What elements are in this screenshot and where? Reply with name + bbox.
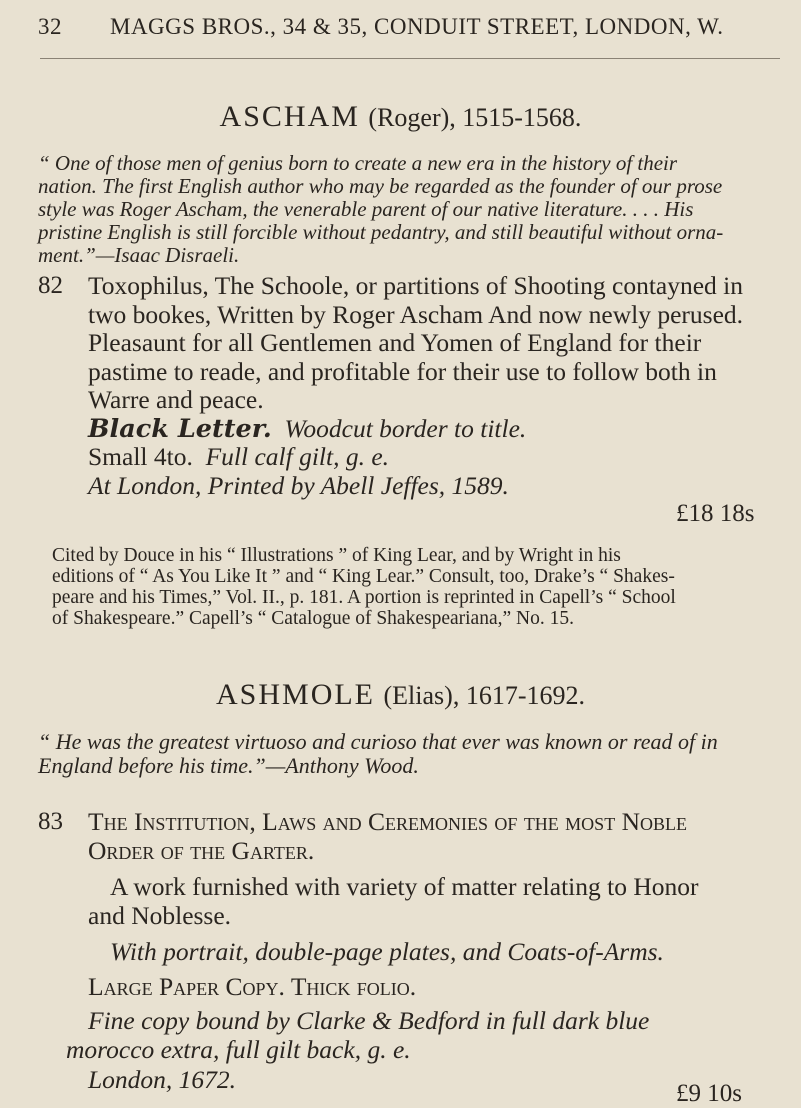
page-header <box>38 14 778 40</box>
title-line: Pleasaunt for all Gentlemen and Yomen of England for their <box>88 328 702 357</box>
price-83: £9 10s <box>676 1080 742 1107</box>
bibliographic-note-82 <box>52 545 780 629</box>
quote-line: style was Roger Ascham, the venerable parent of our native literature. . . . His <box>38 197 694 221</box>
header-rule <box>40 58 780 59</box>
title-line: Warre and peace. <box>88 385 264 414</box>
page-number: 32 <box>38 14 62 39</box>
title-line: two bookes, Written by Roger Ascham And now newly perused. <box>88 299 744 329</box>
lot-number-82: 82 <box>38 272 63 299</box>
lot-description-83 <box>66 807 778 1095</box>
description-line: A work furnished with variety of matter relating to Honor <box>110 872 699 901</box>
title-line: pastime to reade, and profitable for their use to follow both in <box>88 356 717 386</box>
imprint: At London, Printed by Abell Jeffes, 1589. <box>88 470 509 500</box>
lot-number-83: 83 <box>38 808 63 835</box>
price-82: £18 18s <box>676 500 755 527</box>
imprint: London, 1672. <box>88 1065 237 1094</box>
lot-description-82 <box>88 272 778 500</box>
quote-line: England before his time.”—Anthony Wood. <box>38 753 419 778</box>
quote-line: “ One of those men of genius born to create a new era in the history of their <box>38 151 678 175</box>
note-line: peare and his Times,” Vol. II., p. 181. A portion is reprinted in Capell’s “ School <box>52 587 676 608</box>
author-heading-ashmole <box>0 678 801 712</box>
quote-line: pristine English is still forcible without pedantry, and still beautiful without orna- <box>38 220 724 244</box>
binding-line: Fine copy bound by Clarke & Bedford in full dark blue <box>88 1006 650 1035</box>
author-dates: (Elias), 1617-1692. <box>383 681 585 710</box>
note-line: editions of “ As You Like It ” and “ King Lear.” Consult, too, Drake’s “ Shakes- <box>52 566 675 587</box>
author-quote-ashmole <box>38 730 778 778</box>
format: Small 4to. <box>88 442 193 471</box>
note-line: of Shakespeare.” Capell’s “ Catalogue of Shakespeariana,” No. 15. <box>52 608 574 629</box>
author-quote-ascham <box>38 152 778 267</box>
author-surname: ASHMOLE <box>216 678 376 711</box>
title-line: Toxophilus, The Schoole, or partitions of Shooting contayned in <box>88 271 744 300</box>
header-title: MAGGS BROS., 34 & 35, CONDUIT STREET, LONDON, W. <box>110 14 724 39</box>
title-line: The Institution, Laws and Ceremonies of the most Noble <box>88 807 687 836</box>
author-dates: (Roger), 1515-1568. <box>368 103 582 132</box>
format: Large Paper Copy. Thick folio. <box>88 971 417 1001</box>
description-line: and Noblesse. <box>88 900 232 930</box>
binding-line: morocco extra, full gilt back, g. e. <box>66 1034 411 1064</box>
quote-line: nation. The first English author who may be regarded as the founder of our prose <box>38 174 723 198</box>
author-heading-ascham <box>0 100 801 134</box>
title-line: Order of the Garter. <box>88 835 315 865</box>
black-letter-label: Black Letter. <box>88 413 272 444</box>
illustration-note: Woodcut border to title. <box>284 413 527 443</box>
author-surname: ASCHAM <box>219 100 360 133</box>
illustration-note: With portrait, double-page plates, and Coats-of-Arms. <box>110 937 664 966</box>
note-line: Cited by Douce in his “ Illustrations ” of King Lear, and by Wright in his <box>52 545 621 566</box>
quote-line: ment.”—Isaac Disraeli. <box>38 243 240 267</box>
binding: Full calf gilt, g. e. <box>205 442 390 471</box>
quote-line: “ He was the greatest virtuoso and curioso that ever was known or read of in <box>38 729 718 754</box>
